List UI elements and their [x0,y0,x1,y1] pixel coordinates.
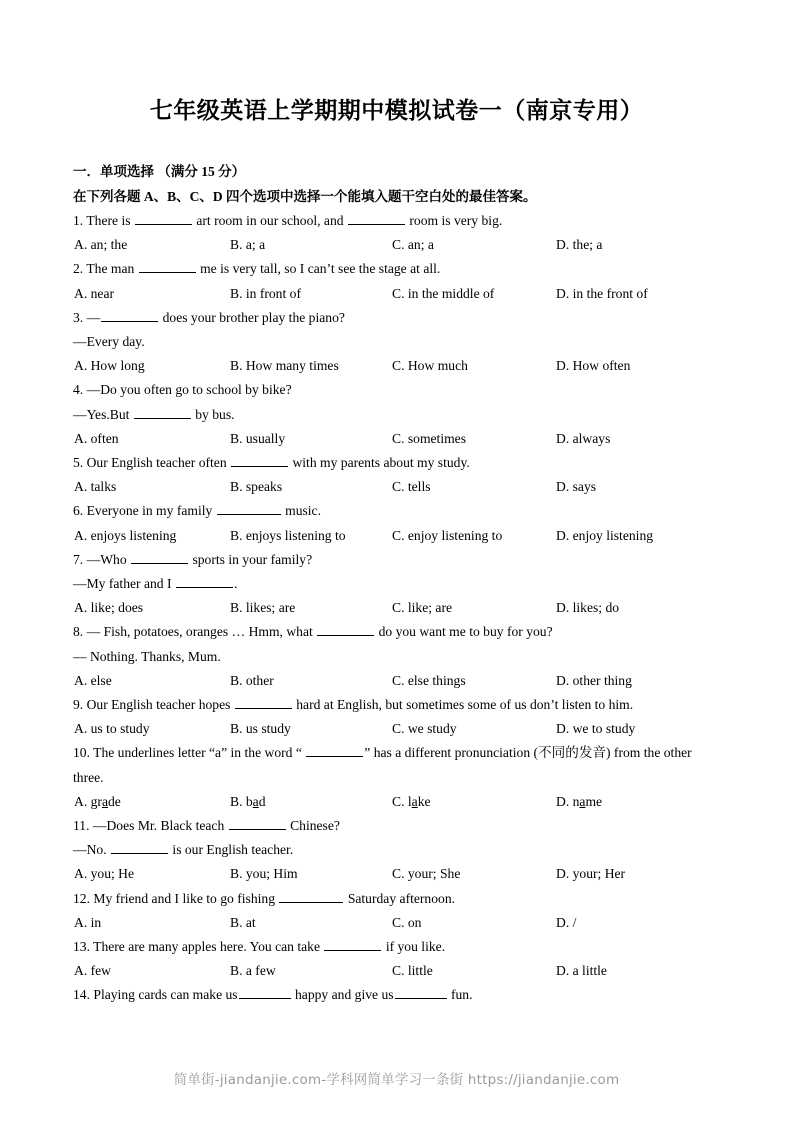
option-row [73,427,721,451]
option-d[interactable]: D. we to study [556,721,636,737]
stem-text-mid: happy and give us [295,987,394,1003]
option-row [73,233,721,257]
question-stem [73,499,721,523]
stem-text-after: do you want me to buy for you? [378,624,553,640]
option-c[interactable]: C. enjoy listening to [392,527,503,543]
stem-text-after: room is very big. [409,213,503,228]
option-b[interactable]: B. speaks [230,479,283,495]
stem-text-before: 12. My friend and I like to go fishing [73,890,275,906]
stem-text-after: fun. [450,987,473,1003]
answer-blank[interactable] [101,308,158,322]
option-row [73,596,721,620]
question-stem-line2: —Every day. [73,333,145,349]
question-12 [73,887,721,935]
option-d[interactable]: D. always [556,430,611,446]
option-b[interactable]: B. a few [230,963,276,979]
option-row [73,354,721,378]
option-a[interactable]: A. near [74,285,115,301]
option-row [73,717,721,741]
stem-text-mid: art room in our school, and [196,213,344,228]
question-stem [73,403,721,427]
stem-text-before: 9. Our English teacher hopes [73,696,231,712]
stem-text-before: 6. Everyone in my family [73,503,213,519]
stem-text-after: music. [285,503,321,519]
option-a-underlined-letter: a [101,793,108,809]
question-9 [73,693,721,741]
answer-blank[interactable] [279,889,343,903]
question-stem-line1: 4. —Do you often go to school by bike? [73,382,292,398]
stem-text-after: Chinese? [290,817,340,833]
section-heading: 一．单项选择 （满分 15 分） [73,164,246,179]
stem-text-after: by bus. [195,406,235,422]
stem-text-before: 2. The man [73,261,135,277]
question-stem [73,935,721,959]
option-c[interactable]: C. your; She [392,866,461,882]
option-c[interactable]: C. tells [392,479,431,495]
question-stem-line2: — Nothing. Thanks, Mum. [73,648,221,664]
option-a[interactable]: A. you; He [74,866,135,882]
question-13 [73,935,721,983]
answer-blank[interactable] [348,211,405,225]
question-3 [73,306,721,379]
stem-text-after: if you like. [385,938,446,954]
stem-text-before: 3. — [73,309,101,325]
option-a[interactable]: A. else [74,672,112,688]
option-d[interactable]: D. your; Her [556,866,626,882]
stem-l2-after: . [233,575,238,591]
option-d[interactable]: D. in the front of [556,285,648,301]
question-stem [73,983,721,1007]
stem-text-after: hard at English, but sometimes some of us don’t listen to him. [296,696,634,712]
stem-text-before: 7. —Who [73,551,127,567]
option-row [73,862,721,886]
question-stem [73,209,721,233]
option-row [73,959,721,983]
answer-blank[interactable] [324,937,381,951]
section-instruction: 在下列各题 A、B、C、D 四个选项中选择一个能填入题干空白处的最佳答案。 [73,189,537,204]
option-a[interactable]: A. few [74,963,111,979]
option-d[interactable] [556,790,602,814]
option-b[interactable]: B. usually [230,430,286,446]
footer-watermark: 简单街-jiandanjie.com-学科网简单学习一条街 https://jiandanjie.com [173,1072,620,1088]
option-b[interactable]: B. in front of [230,285,301,301]
option-c[interactable]: C. on [392,914,422,930]
stem-text-before: 14. Playing cards can make us [73,987,238,1003]
answer-blank[interactable] [217,501,281,515]
option-d[interactable]: D. How often [556,358,631,374]
stem-text-before: 1. There is [73,213,131,228]
option-d[interactable]: D. says [556,479,597,495]
option-row [73,524,721,548]
option-a[interactable]: A. talks [74,479,117,495]
answer-blank[interactable] [229,816,286,830]
option-c[interactable]: C. we study [392,721,457,737]
question-10 [73,741,721,814]
option-d-prefix: D. n [556,793,580,809]
option-row [73,911,721,935]
answer-blank[interactable] [139,259,196,273]
option-b[interactable]: B. us study [230,721,291,737]
question-stem [73,741,721,789]
option-d-suffix: me [585,793,603,809]
option-row [73,475,721,499]
option-b-underlined-letter: a [252,793,259,809]
option-c[interactable]: C. else things [392,672,466,688]
question-stem-line2 [73,572,721,596]
answer-blank[interactable] [111,840,168,854]
answer-blank[interactable] [231,453,288,467]
option-a[interactable]: A. enjoys listening [74,527,177,543]
option-d[interactable]: D. likes; do [556,600,620,616]
question-stem [73,306,721,330]
question-stem [73,257,721,281]
option-a[interactable]: A. like; does [74,600,144,616]
option-a[interactable]: A. often [74,430,119,446]
option-d-underlined-letter: a [579,793,586,809]
answer-blank[interactable] [317,622,374,636]
option-a[interactable]: A. How long [74,358,145,374]
stem-l2-before: —No. [73,842,107,858]
question-4 [73,378,721,451]
stem-text-after: Saturday afternoon. [347,890,456,906]
answer-blank[interactable] [134,405,191,419]
answer-blank[interactable] [176,574,233,588]
stem-text-after: sports in your family? [192,551,313,567]
stem-text-before: 13. There are many apples here. You can take [73,938,320,954]
option-b[interactable]: B. you; Him [230,866,298,882]
question-14 [73,983,721,1007]
stem-text-after: ” has a different pronunciation (不同的发音) from the other three. [73,745,692,785]
option-c-prefix: C. l [392,793,412,809]
stem-text-after: with my parents about my study. [292,454,470,470]
option-c[interactable]: C. an; a [392,237,434,253]
option-b-suffix: d [258,793,266,809]
option-b[interactable]: B. other [230,672,274,688]
stem-text-before: 5. Our English teacher often [73,454,227,470]
stem-text-before: —Yes.But [73,406,130,422]
question-6 [73,499,721,547]
option-c[interactable]: C. sometimes [392,430,467,446]
answer-blank[interactable] [395,985,447,999]
answer-blank[interactable] [135,211,192,225]
option-row [73,282,721,306]
stem-text-before: 8. — Fish, potatoes, oranges … Hmm, what [73,624,313,640]
option-a[interactable]: A. in [74,914,102,930]
option-d[interactable]: D. a little [556,963,607,979]
option-c[interactable]: C. like; are [392,600,453,616]
question-11 [73,814,721,887]
question-2 [73,257,721,305]
option-row [73,669,721,693]
option-c[interactable]: C. How much [392,358,468,374]
option-d[interactable]: D. / [556,914,577,930]
question-stem-line2 [73,838,721,862]
option-b[interactable]: B. likes; are [230,600,296,616]
option-c[interactable] [392,790,431,814]
option-d[interactable]: D. enjoy listening [556,527,654,543]
exam-body [73,160,721,1008]
page-title: 七年级英语上学期期中模拟试卷一（南京专用） [149,98,644,123]
stem-l2-before: —My father and I [73,575,172,591]
option-b-prefix: B. b [230,793,253,809]
option-c[interactable]: C. little [392,963,433,979]
option-row [73,790,721,814]
option-d[interactable]: D. other thing [556,672,632,688]
question-stem [73,693,721,717]
question-stem [73,451,721,475]
option-c[interactable]: C. in the middle of [392,285,495,301]
option-a-prefix: A. gr [74,793,102,809]
stem-text-after: me is very tall, so I can’t see the stage at all. [200,261,441,277]
answer-blank[interactable] [239,985,291,999]
stem-text-after: does your brother play the piano? [162,309,345,325]
option-d[interactable]: D. the; a [556,237,603,253]
stem-text-before: 10. The underlines letter “a” in the word “ [73,745,302,761]
question-1 [73,209,721,257]
question-8 [73,620,721,693]
option-b[interactable]: B. a; a [230,237,266,253]
option-a-suffix: de [108,793,121,809]
option-a[interactable]: A. us to study [74,721,150,737]
option-c-suffix: ke [417,793,431,809]
option-b[interactable] [230,790,266,814]
stem-text-before: 11. —Does Mr. Black teach [73,817,225,833]
option-a[interactable] [74,790,121,814]
question-5 [73,451,721,499]
answer-blank[interactable] [306,743,363,757]
question-stem [73,620,721,644]
option-b[interactable]: B. How many times [230,358,339,374]
option-c-underlined-letter: a [411,793,418,809]
answer-blank[interactable] [131,550,188,564]
option-a[interactable]: A. an; the [74,237,128,253]
question-7 [73,548,721,621]
stem-l2-after: is our English teacher. [172,842,294,858]
question-stem [73,887,721,911]
option-b[interactable]: B. at [230,914,256,930]
question-stem [73,548,721,572]
option-b[interactable]: B. enjoys listening to [230,527,346,543]
question-stem [73,814,721,838]
answer-blank[interactable] [235,695,292,709]
